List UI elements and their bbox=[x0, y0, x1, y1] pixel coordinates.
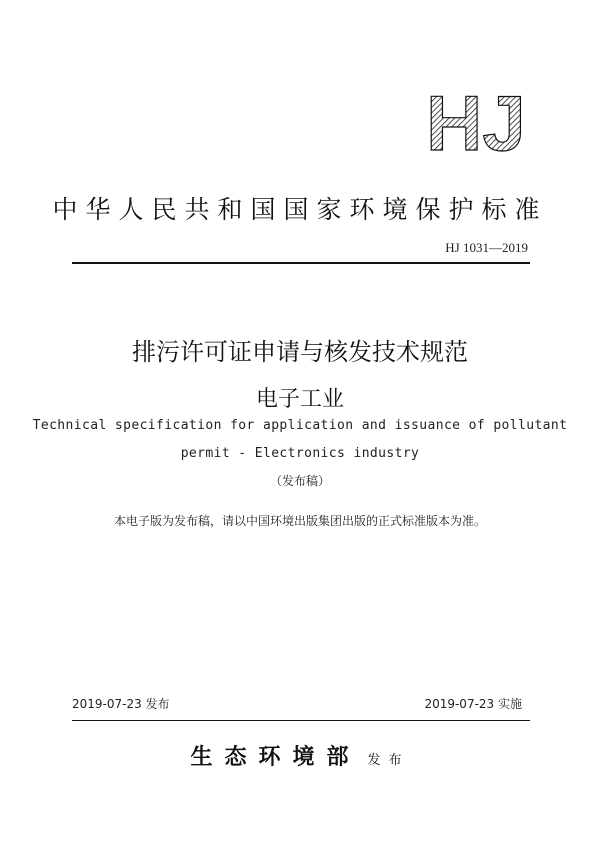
document-title: 排污许可证申请与核发技术规范 bbox=[132, 338, 468, 366]
english-title-line-1: Technical specification for application and issuance of pollutant bbox=[32, 418, 568, 433]
english-title-line-2: permit - Electronics industry bbox=[180, 446, 420, 461]
hj-logo bbox=[424, 86, 544, 156]
issuer-suffix: 发布 bbox=[367, 753, 410, 768]
issue-date: 2019-07-23 发布 bbox=[72, 697, 170, 711]
issuer-organization: 生态环境部 bbox=[190, 744, 361, 770]
draft-label: （发布稿） bbox=[269, 474, 330, 488]
electronic-version-notice: 本电子版为发布稿，请以中国环境出版集团出版的正式标准版本为准。 bbox=[113, 514, 486, 528]
document-subtitle: 电子工业 bbox=[255, 387, 344, 412]
standard-code: HJ 1031—2019 bbox=[445, 240, 528, 255]
implementation-date: 2019-07-23 实施 bbox=[424, 697, 522, 711]
svg-text:HJ: HJ bbox=[426, 86, 526, 156]
standard-title: 中华人民共和国国家环境保护标准 bbox=[52, 195, 548, 224]
header-divider bbox=[72, 262, 530, 264]
issuer-line bbox=[0, 740, 600, 771]
footer-divider bbox=[72, 720, 530, 721]
